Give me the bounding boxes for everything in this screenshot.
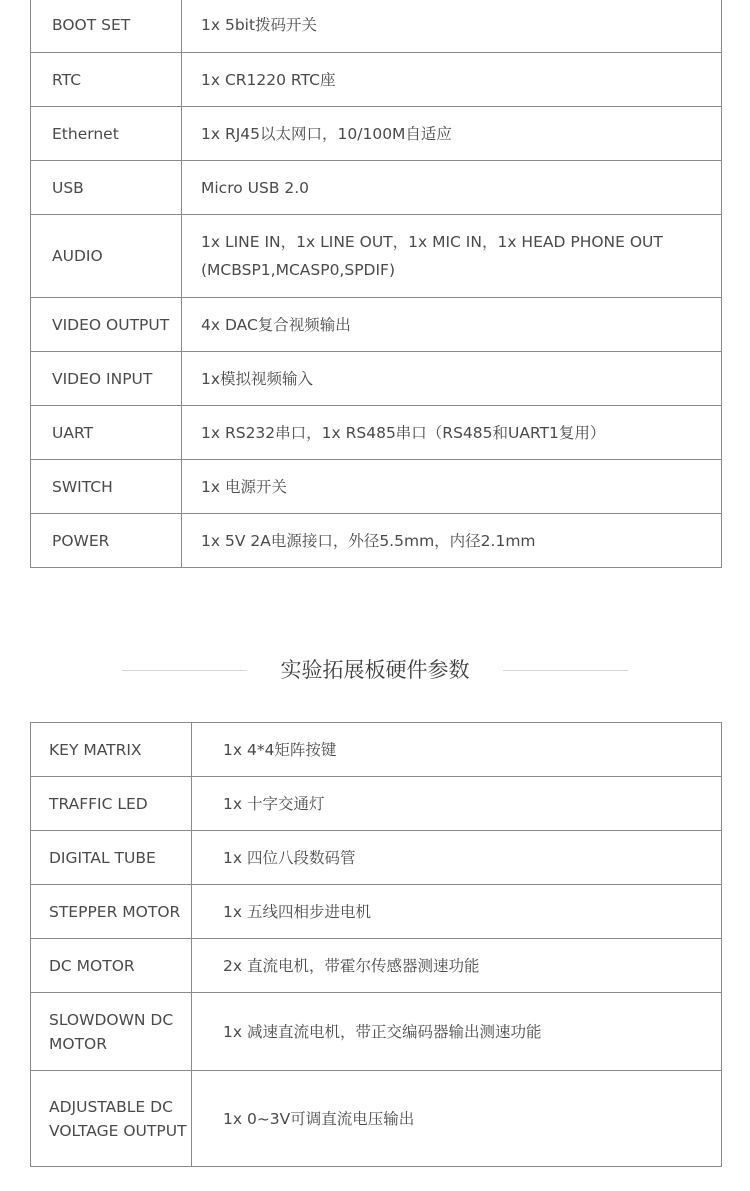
hardware-spec-table: [30, 0, 722, 568]
spec-label: ADJUSTABLE DC VOLTAGE OUTPUT: [31, 1071, 192, 1167]
spec-label: USB: [31, 161, 182, 215]
table-row: [31, 215, 722, 298]
expansion-board-table: [30, 722, 722, 1167]
table-row: [31, 723, 722, 777]
spec-value: 1x 电源开关: [182, 460, 722, 514]
spec-value: 1x RJ45以太网口，10/100M自适应: [182, 107, 722, 161]
spec-label: AUDIO: [31, 215, 182, 298]
spec-label: SLOWDOWN DC MOTOR: [31, 993, 192, 1071]
table-row: [31, 831, 722, 885]
section-heading: [0, 652, 750, 688]
table-row: [31, 298, 722, 352]
spec-value: 1x 5bit拨码开关: [182, 0, 722, 53]
table-row: [31, 0, 722, 53]
spec-label: UART: [31, 406, 182, 460]
spec-value: 1x 四位八段数码管: [192, 831, 722, 885]
spec-label: VIDEO INPUT: [31, 352, 182, 406]
spec-value: 1x 减速直流电机，带正交编码器输出测速功能: [192, 993, 722, 1071]
section-title: 实验拓展板硬件参数: [280, 658, 470, 682]
table-row: [31, 406, 722, 460]
table-row: [31, 161, 722, 215]
table-row: [31, 939, 722, 993]
table-row: [31, 1071, 722, 1167]
heading-divider-right: [503, 670, 628, 671]
spec-value: 4x DAC复合视频输出: [182, 298, 722, 352]
spec-label: Ethernet: [31, 107, 182, 161]
spec-value: 1x 五线四相步进电机: [192, 885, 722, 939]
spec-label: RTC: [31, 53, 182, 107]
spec-label: KEY MATRIX: [31, 723, 192, 777]
spec-value: 1x 十字交通灯: [192, 777, 722, 831]
spec-value: 1x LINE IN，1x LINE OUT，1x MIC IN，1x HEAD PHONE OUT (MCBSP1,MCASP0,SPDIF): [182, 215, 722, 298]
spec-value: 1x 0~3V可调直流电压输出: [192, 1071, 722, 1167]
spec-label: DIGITAL TUBE: [31, 831, 192, 885]
spec-label: POWER: [31, 514, 182, 568]
spec-label: TRAFFIC LED: [31, 777, 192, 831]
table-row: [31, 993, 722, 1071]
spec-value: 2x 直流电机，带霍尔传感器测速功能: [192, 939, 722, 993]
spec-value: 1x 4*4矩阵按键: [192, 723, 722, 777]
heading-divider-left: [122, 670, 247, 671]
table-row: [31, 885, 722, 939]
spec-value: 1x CR1220 RTC座: [182, 53, 722, 107]
spec-value: 1x模拟视频输入: [182, 352, 722, 406]
spec-label: BOOT SET: [31, 0, 182, 53]
table-row: [31, 777, 722, 831]
spec-value: 1x 5V 2A电源接口，外径5.5mm，内径2.1mm: [182, 514, 722, 568]
spec-label: DC MOTOR: [31, 939, 192, 993]
spec-label: STEPPER MOTOR: [31, 885, 192, 939]
table-row: [31, 514, 722, 568]
table-row: [31, 107, 722, 161]
table-row: [31, 53, 722, 107]
spec-label: SWITCH: [31, 460, 182, 514]
spec-value: 1x RS232串口，1x RS485串口（RS485和UART1复用）: [182, 406, 722, 460]
spec-label: VIDEO OUTPUT: [31, 298, 182, 352]
table-row: [31, 352, 722, 406]
table-row: [31, 460, 722, 514]
spec-value: Micro USB 2.0: [182, 161, 722, 215]
